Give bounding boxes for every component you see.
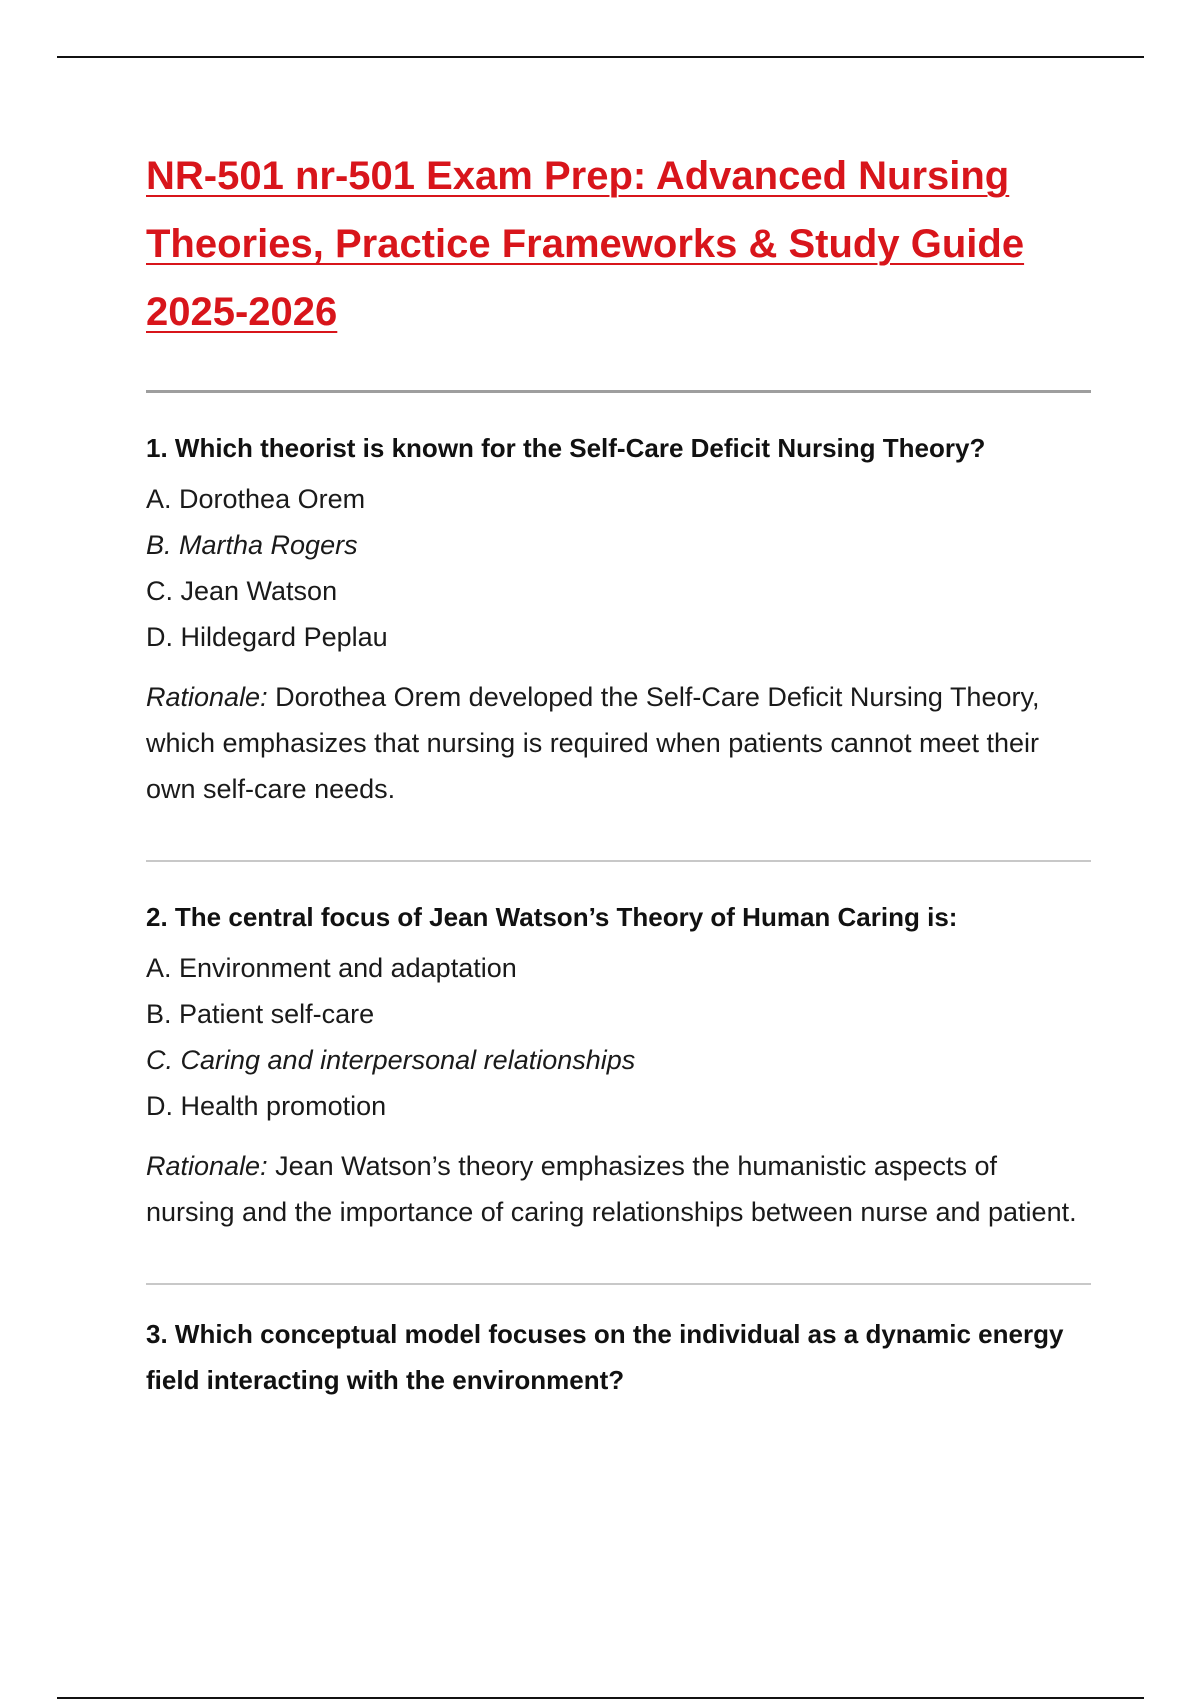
question-stem: 1. Which theorist is known for the Self-Care Deficit Nursing Theory? (146, 433, 986, 463)
answer-options (146, 945, 1091, 1129)
option-b: B. Patient self-care (146, 999, 375, 1029)
rationale-label: Rationale: (146, 1151, 268, 1181)
page-bottom-rule (57, 1697, 1144, 1699)
option-a: A. Dorothea Orem (146, 484, 366, 514)
rationale (146, 1143, 1091, 1235)
question-1 (146, 393, 1091, 812)
rationale-label: Rationale: (146, 682, 268, 712)
question-3 (146, 1285, 1091, 1403)
option-a: A. Environment and adaptation (146, 953, 517, 983)
question-stem: 2. The central focus of Jean Watson’s Theory of Human Caring is: (146, 902, 958, 932)
answer-options (146, 476, 1091, 660)
rationale (146, 674, 1091, 812)
question-stem: 3. Which conceptual model focuses on the individual as a dynamic energy field interacting with the environment? (146, 1319, 1064, 1395)
page-top-rule (57, 56, 1144, 58)
rationale-text: Jean Watson’s theory emphasizes the humanistic aspects of nursing and the importance of caring relationships between nurse and patient. (146, 1151, 1077, 1227)
option-c: C. Caring and interpersonal relationships (146, 1045, 636, 1075)
question-2 (146, 862, 1091, 1235)
rationale-text: Dorothea Orem developed the Self-Care Deficit Nursing Theory, which emphasizes that nursing is required when patients cannot meet their own self-care needs. (146, 682, 1040, 804)
option-d: D. Health promotion (146, 1091, 387, 1121)
document-body (146, 142, 1091, 1408)
option-c: C. Jean Watson (146, 576, 338, 606)
option-b: B. Martha Rogers (146, 530, 358, 560)
option-d: D. Hildegard Peplau (146, 622, 388, 652)
document-title: NR-501 nr-501 Exam Prep: Advanced Nursing Theories, Practice Frameworks & Study Guide 2025-2026 (146, 154, 1025, 334)
